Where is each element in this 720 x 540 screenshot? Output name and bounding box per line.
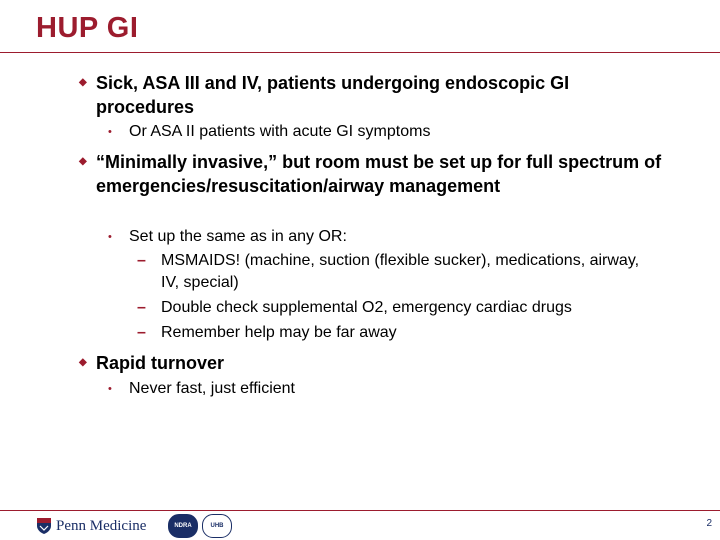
sub-item-text: Remember help may be far away — [161, 324, 397, 341]
penn-medicine-logo — [36, 515, 146, 537]
bullet-2-sub-item-2 — [137, 297, 661, 319]
slide-title: HUP GI — [36, 12, 139, 44]
bullet-3-text: Rapid turnover — [96, 353, 225, 373]
dash-bullet-icon: – — [137, 252, 146, 269]
footer-badges — [168, 514, 232, 538]
dot-bullet-icon: • — [108, 126, 112, 138]
diamond-bullet-icon: ◆ — [79, 357, 87, 368]
sub-item-text: Double check supplemental O2, emergency cardiac drugs — [161, 299, 572, 316]
uhb-badge: UHB — [202, 514, 232, 538]
dot-bullet-icon: • — [108, 231, 112, 243]
diamond-bullet-icon: ◆ — [79, 156, 87, 167]
bullet-3-sub-1-text: Never fast, just efficient — [129, 380, 295, 397]
bullet-2 — [79, 150, 666, 198]
sub-item-text: MSMAIDS! (machine, suction (flexible sucker), medications, airway, IV, special) — [161, 252, 640, 291]
bullet-2-sub-1 — [108, 226, 669, 248]
bullet-2-text: “Minimally invasive,” but room must be set up for full spectrum of emergencies/resuscitation/airway management — [96, 152, 662, 196]
bullet-1 — [79, 71, 666, 119]
bullet-2-sub-1-text: Set up the same as in any OR: — [129, 228, 347, 245]
penn-shield-icon — [36, 517, 52, 535]
bullet-2-sub-item-3 — [137, 322, 661, 344]
dash-bullet-icon: – — [137, 324, 146, 341]
dot-bullet-icon: • — [108, 383, 112, 395]
bullet-1-text: Sick, ASA III and IV, patients undergoing endoscopic GI procedures — [96, 73, 570, 117]
logo-text: Penn Medicine — [56, 517, 147, 534]
bullet-2-sub-item-1 — [137, 250, 661, 294]
bullet-1-sub-1-text: Or ASA II patients with acute GI symptoms — [129, 123, 431, 140]
page-number: 2 — [706, 518, 712, 529]
ndra-badge: NDRA — [168, 514, 198, 538]
diamond-bullet-icon: ◆ — [79, 77, 87, 88]
title-divider — [0, 52, 720, 53]
bullet-3 — [79, 351, 666, 375]
bullet-3-sub-1 — [108, 378, 669, 400]
bullet-1-sub-1 — [108, 121, 669, 143]
dash-bullet-icon: – — [137, 299, 146, 316]
footer-divider — [0, 510, 720, 511]
